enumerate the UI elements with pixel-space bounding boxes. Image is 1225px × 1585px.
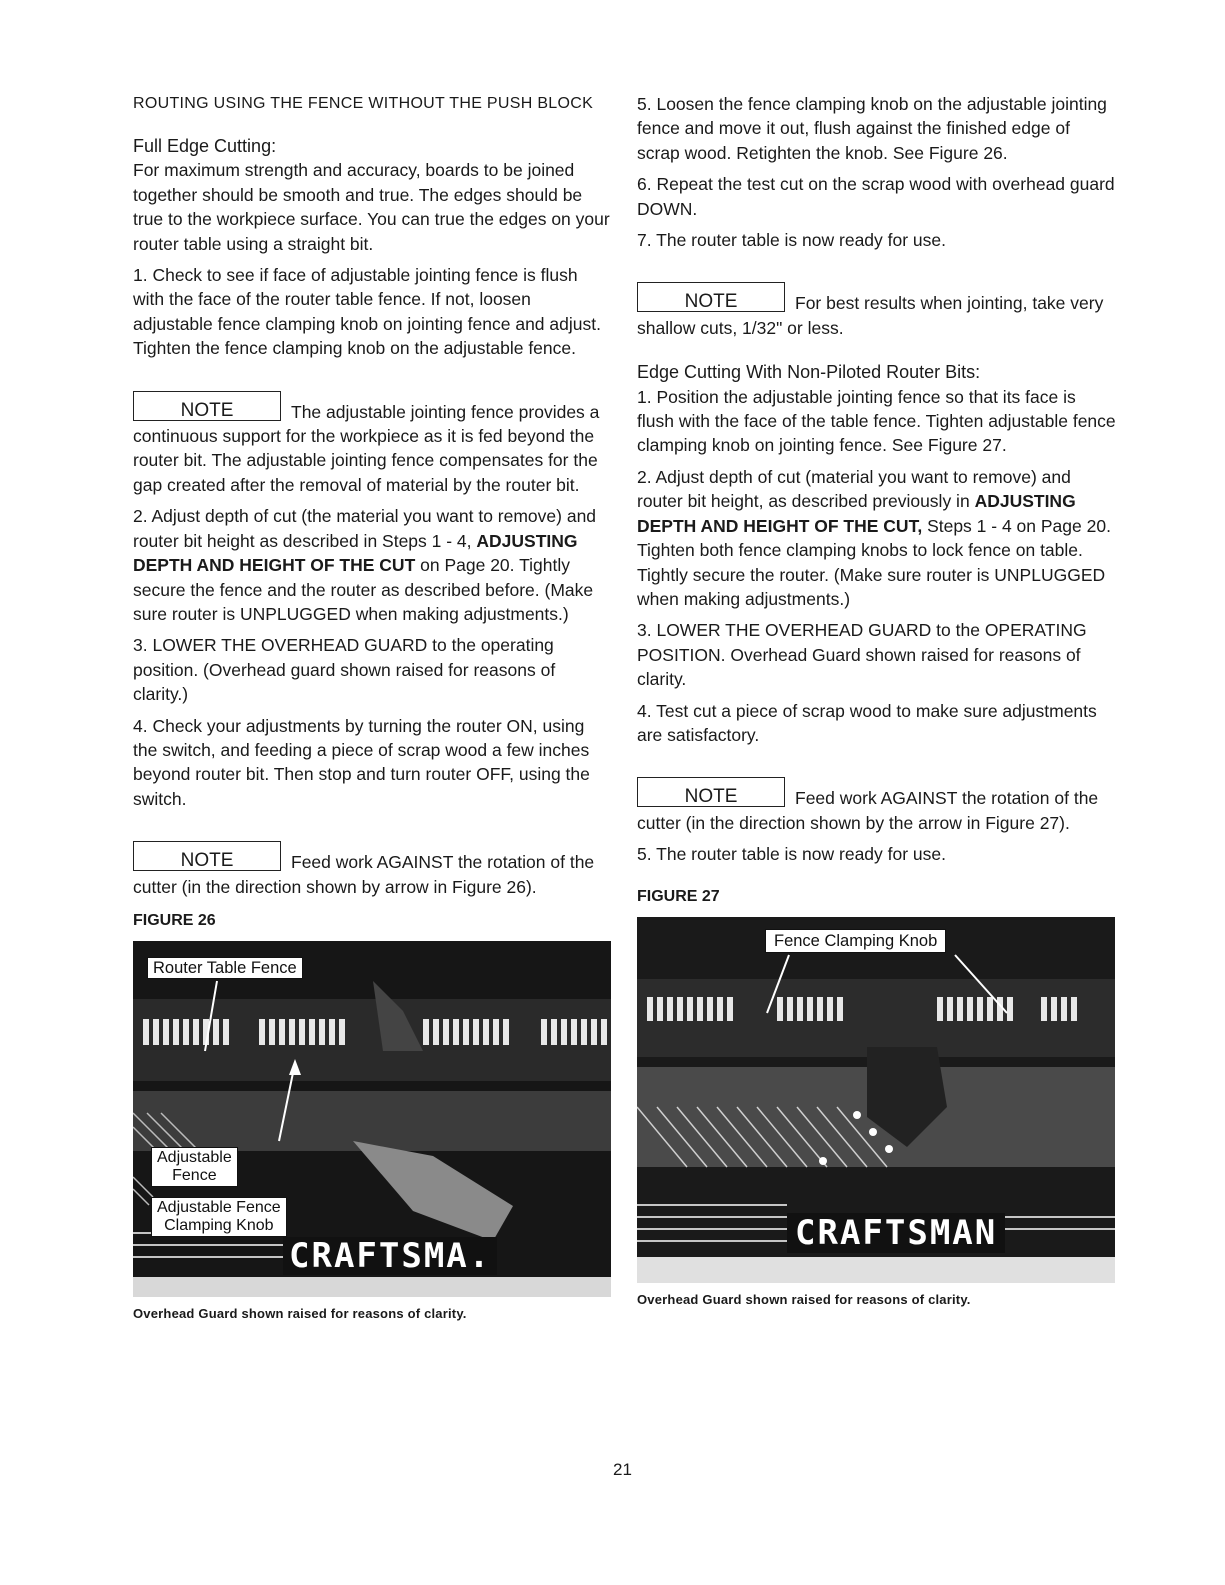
np-step-4: 4. Test cut a piece of scrap wood to make sure adjustments are satisfactory. (637, 700, 1097, 745)
np-step-3: 3. LOWER THE OVERHEAD GUARD to the OPERATING POSITION. Overhead Guard shown raised for reasons of clarity. (637, 620, 1087, 690)
callout-router-table-fence: Router Table Fence (147, 957, 303, 979)
note-label: NOTE (637, 282, 785, 312)
note-text: Feed work AGAINST the rotation of the cutter (in the direction shown by the arrow in Figure 27). (637, 788, 1099, 833)
right-column (637, 92, 1117, 1312)
subheading-full-edge: Full Edge Cutting: (133, 136, 277, 156)
page-number: 21 (613, 1460, 632, 1479)
craftsman-logo: CRAFTSMA. (283, 1237, 497, 1275)
callout-adjustable-fence-clamping-knob (151, 1197, 287, 1237)
figure-27-photo (637, 917, 1115, 1283)
figure-26-label: FIGURE 26 (133, 911, 216, 929)
callout-clamping-knob-line1: Adjustable Fence (157, 1199, 281, 1217)
note-4 (637, 777, 1117, 835)
np-step-2-text-b: Steps 1 - 4 on Page 20. Tighten both fence clamping knobs to lock fence on table. Tightly secure the router. (Make sure router is UNPLUGGED when making adjustments.) (637, 515, 1111, 609)
subheading-non-piloted: Edge Cutting With Non-Piloted Router Bits: (637, 362, 981, 383)
np-step-1: 1. Position the adjustable jointing fence so that its face is flush with the face of the table fence. Tighten adjustable fence clamping knob on jointing fence. See Figure 27. (637, 386, 1116, 456)
callout-adjustable-fence-line2: Fence (172, 1167, 217, 1185)
step-3: 3. LOWER THE OVERHEAD GUARD to the operating position. (Overhead guard shown raised for reasons of clarity.) (133, 635, 556, 705)
callout-clamping-knob-line2: Clamping Knob (164, 1217, 274, 1235)
step-5: 5. Loosen the fence clamping knob on the adjustable jointing fence and move it out, flush against the finished edge of scrap wood. Retighten the knob. See Figure 26. (637, 94, 1107, 163)
note-3 (637, 282, 1117, 340)
step-4: 4. Check your adjustments by turning the router ON, using the switch, and feeding a piece of scrap wood a few inches beyond router bit. Then stop and turn router OFF, using the switch. (133, 715, 590, 809)
step-1: 1. Check to see if face of adjustable jointing fence is flush with the face of the router table fence. If not, loosen adjustable fence clamping knob on jointing fence and adjust. Tighten the fence clamping knob on the adjustable fence. (133, 265, 601, 359)
np-step-2 (637, 465, 1117, 611)
np-step-5: 5. The router table is now ready for use. (637, 844, 947, 865)
step-2 (133, 504, 613, 626)
craftsman-logo: CRAFTSMAN (787, 1213, 1005, 1253)
step-2-bold: ADJUSTING DEPTH AND HEIGHT OF THE CUT (133, 530, 578, 576)
note-1 (133, 391, 613, 498)
step-7: 7. The router table is now ready for use. (637, 230, 947, 251)
note-text: Feed work AGAINST the rotation of the cutter (in the direction shown by arrow in Figure 26). (133, 852, 595, 897)
note-label: NOTE (133, 391, 281, 421)
intro-paragraph: For maximum strength and accuracy, boards to be joined together should be smooth and true. The edges should be true to the workpiece surface. You can true the edges on your router table using a straight bit. (133, 160, 610, 254)
note-label: NOTE (133, 841, 281, 871)
figure-27-label: FIGURE 27 (637, 887, 720, 905)
note-text: For best results when jointing, take very shallow cuts, 1/32" or less. (637, 293, 1104, 338)
step-6: 6. Repeat the test cut on the scrap wood with overhead guard DOWN. (637, 174, 1115, 219)
callout-adjustable-fence (151, 1147, 238, 1187)
step-2-text-b: on Page 20. Tightly secure the fence and the router as described before. (Make sure router is UNPLUGGED when making adjustments.) (133, 555, 594, 624)
note-2 (133, 841, 613, 899)
np-step-2-text-a: 2. Adjust depth of cut (material you want to remove) and router bit height, as described previously in (637, 466, 1071, 512)
figure-27-caption: Overhead Guard shown raised for reasons of clarity. (637, 1291, 971, 1307)
callout-adjustable-fence-line1: Adjustable (157, 1149, 232, 1167)
left-column (133, 92, 613, 1327)
step-2-text-a: 2. Adjust depth of cut (the material you want to remove) and router bit height as described in Steps 1 - 4, (133, 506, 597, 551)
section-heading: ROUTING USING THE FENCE WITHOUT THE PUSH BLOCK (133, 95, 594, 112)
np-step-2-bold: ADJUSTING DEPTH AND HEIGHT OF THE CUT, (637, 491, 1076, 536)
note-label: NOTE (637, 777, 785, 807)
callout-fence-clamping-knob: Fence Clamping Knob (765, 929, 946, 953)
figure-26-caption: Overhead Guard shown raised for reasons of clarity. (133, 1306, 467, 1322)
figure-26-photo (133, 941, 611, 1297)
note-text: The adjustable jointing fence provides a continuous support for the workpiece as it is fed beyond the router bit. The adjustable jointing fence compensates for the gap created after the removal of material by the router bit. (133, 401, 600, 495)
